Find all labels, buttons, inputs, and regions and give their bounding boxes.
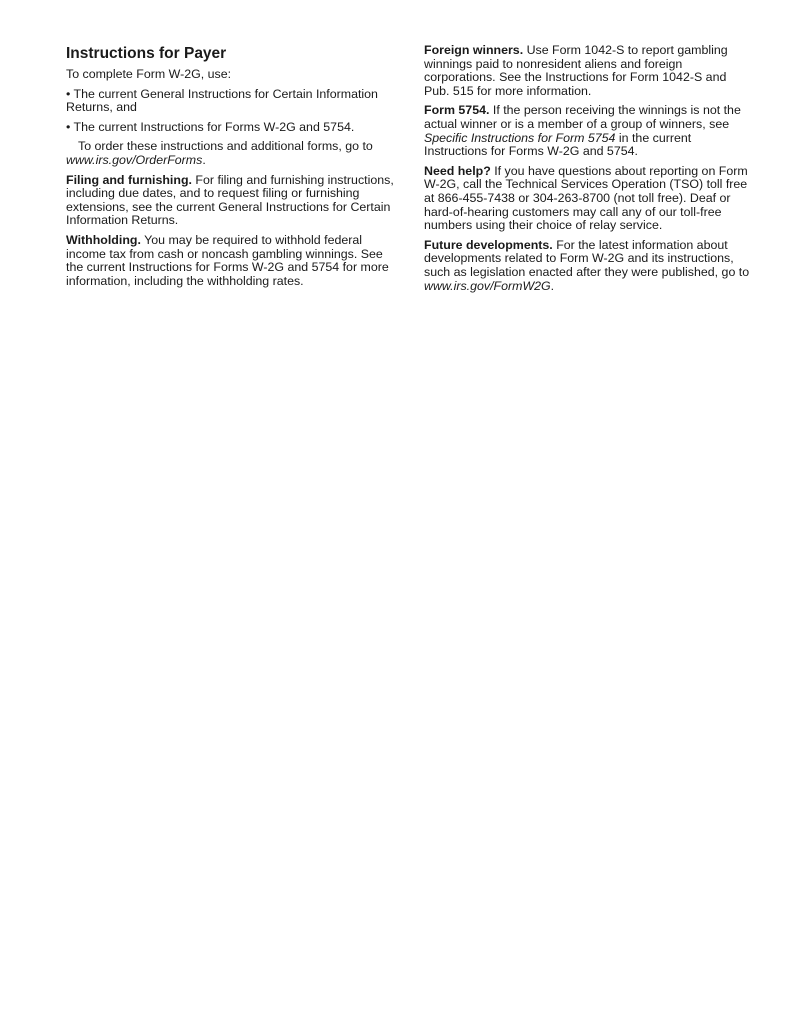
filing-text: For filing and furnishing instructions, including due dates, and to request filing or furnishing extensions, see the current General Instructions for Certain Information Returns. [66,172,394,228]
bullet-general-instructions: • The current General Instructions for Certain Information Returns, and [66,86,378,115]
foreign-text: Use Form 1042-S to report gambling winnings paid to nonresident aliens and foreign corporations. See the Instructions for Form 1042-S and Pub. 515 for more information. [424,43,728,98]
order-text: To order these instructions and additional forms, go to [78,139,373,154]
filing-label: Filing and furnishing. [66,172,192,187]
form-w2g-link[interactable]: www.irs.gov/FormW2G [424,278,551,293]
form5754-text: If the person receiving the winnings is not the actual winner or is a member of a group of winners, see [424,103,741,131]
bullet-w2g-instructions: • The current Instructions for Forms W-2G and 5754. [66,119,355,134]
future-end: . [550,278,555,293]
left-column [66,44,396,294]
foreign-winners-paragraph [424,44,754,98]
order-forms-link[interactable]: www.irs.gov/OrderForms [66,152,203,167]
section-heading: Instructions for Payer [66,45,227,62]
filing-paragraph [66,174,396,228]
form5754-label: Form 5754. [424,103,490,118]
need-help-paragraph [424,165,754,233]
withholding-text: You may be required to withhold federal income tax from cash or noncash gambling winnings. See the current Instructions for Forms W-2G and 5754 for more information, including the withholding rates. [66,232,389,288]
withholding-label: Withholding. [66,232,141,247]
future-developments-paragraph [424,239,754,293]
foreign-label: Foreign winners. [424,43,524,57]
order-forms-paragraph [66,140,396,167]
form5754-italic: Specific Instructions for Form 5754 [424,130,616,145]
right-column [424,44,754,299]
help-label: Need help? [424,163,491,178]
future-label: Future developments. [424,237,553,252]
order-end: . [202,152,206,167]
help-text: If you have questions about reporting on Form W-2G, call the Technical Services Operation (TSO) toll free at 866-455-7438 or 304-263-8700 (not toll free). Deaf or hard-of-hearing customers may call any of our toll-free numbers using their choice of relay service. [424,163,748,233]
withholding-paragraph [66,234,396,288]
form5754-text-end: in the current Instructions for Forms W-2G and 5754. [424,130,692,159]
intro-text: To complete Form W-2G, use: [66,67,232,81]
future-text: For the latest information about developments related to Form W-2G and its instructions, such as legislation enacted after they were published, go to [424,237,750,279]
form5754-paragraph [424,104,754,158]
